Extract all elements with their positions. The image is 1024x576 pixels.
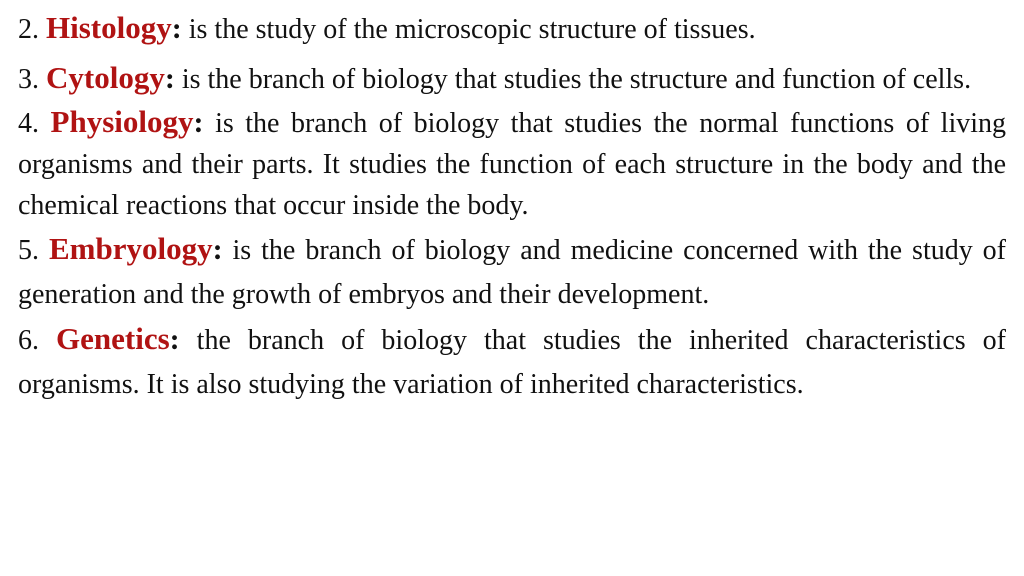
document-page (18, 8, 1006, 407)
term-genetics: Genetics (56, 321, 170, 356)
item-number: 2. (18, 14, 39, 45)
definition-physiology: is the branch of biology that studies the normal functions of living organisms and their parts. It studies the function of each structure in the body and the chemical reactions that occur inside the body. (18, 108, 1007, 221)
item-number: 4. (18, 108, 39, 139)
list-item-physiology (18, 101, 1006, 226)
term-colon: : (193, 106, 204, 139)
definition-cytology: is the branch of biology that studies the structure and function of cells. (181, 64, 972, 95)
item-number: 6. (18, 325, 39, 356)
term-physiology: Physiology (50, 104, 194, 139)
definition-histology: is the study of the microscopic structure of tissues. (188, 14, 756, 45)
list-item-genetics (18, 317, 1006, 407)
list-item-histology (18, 8, 1006, 50)
term-colon: : (164, 62, 175, 95)
item-number: 3. (18, 64, 39, 95)
list-item-cytology (18, 58, 1006, 100)
list-item-embryology (18, 227, 1006, 317)
definition-genetics: the branch of biology that studies the inherited characteristics of organisms. It is also studying the variation of inherited characteristics. (18, 325, 1006, 400)
term-cytology: Cytology (46, 60, 165, 95)
definition-embryology: is the branch of biology and medicine concerned with the study of generation and the growth of embryos and their development. (18, 235, 1007, 310)
term-colon: : (169, 323, 180, 356)
term-embryology: Embryology (48, 231, 213, 266)
term-colon: : (212, 233, 223, 266)
term-histology: Histology (46, 10, 172, 45)
term-colon: : (171, 12, 182, 45)
item-number: 5. (18, 235, 39, 266)
